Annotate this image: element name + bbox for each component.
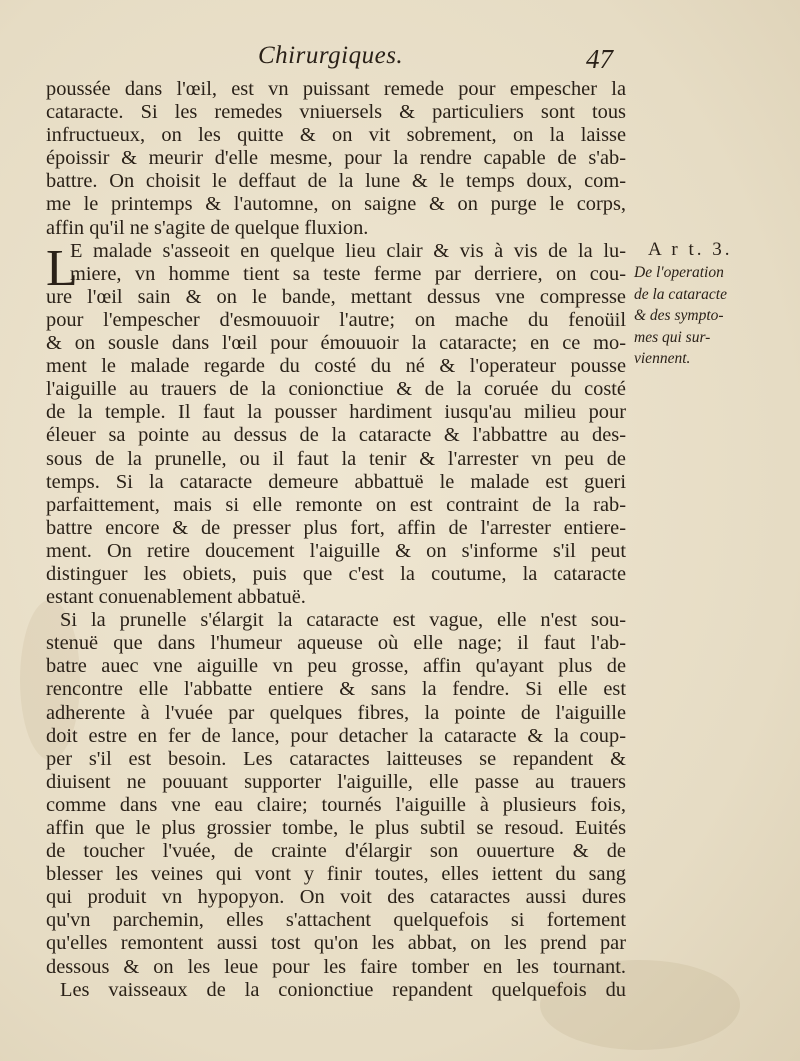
text-line: de toucher l'vuée, de crainte d'élargir son ouuerture & de [46,840,626,863]
text-line: Si la prunelle s'élargit la cataracte est vague, elle n'est sou- [60,609,626,632]
margin-note [634,238,794,370]
page-number: 47 [586,44,613,74]
text-line: ure l'œil sain & on le bande, mettant dessus vne compresse [46,285,626,308]
text-line: batre auec vne aiguille vn peu grosse, affin qu'ayant plus de [46,655,626,678]
text-line: ment. On retire doucement l'aiguille & on s'informe s'il peut [46,539,626,562]
text-line: affin que le plus grossier tombe, le plus subtil se resoud. Euités [46,817,626,839]
text-line: qu'vn parchemin, elles s'attachent quelquefois si fortement [46,909,626,932]
text-line: pour l'empescher d'esmouuoir l'autre; on mache du fenoüil [46,308,626,331]
text-line: de la temple. Il faut la pousser hardiment iusqu'au milieu pour [46,401,626,424]
margin-gloss-line: mes qui sur- [634,328,711,346]
text-line: qu'elles remontent aussi tost qu'on les abbat, on les prend par [46,932,626,955]
text-line: sous de la prunelle, ou il faut la tenir & l'arrester vn peu de [46,447,626,470]
text-line: temps. Si la cataracte demeure abbattuë le malade est gueri [46,470,626,493]
text-line: comme dans vne eau claire; tournés l'aiguille à plusieurs fois, [46,793,626,816]
text-line: affin qu'il ne s'agite de quelque fluxion. [46,216,369,239]
running-title: Chirurgiques. [258,42,404,69]
text-line: diuisent ne pouuant supporter l'aiguille, elle passe au trauers [46,770,626,793]
margin-gloss-line: de la cataracte [634,285,727,303]
text-line: stenuë que dans l'humeur aqueuse où elle nage; il faut l'ab- [46,632,626,655]
text-line: cataracte. Si les remedes vniuersels & particuliers sont tous [46,101,626,124]
text-line: poussée dans l'œil, est vn puissant remede pour empescher la [46,78,626,100]
text-line: estant conuenablement abbatuë. [46,586,306,609]
text-line: rencontre elle l'abbatte entiere & sans la fendre. Si elle est [46,678,626,701]
article-label: A r t. 3. [648,239,733,260]
text-line: per s'il est besoin. Les cataractes laitteuses se repandent & [46,747,626,770]
main-text [46,78,626,1002]
text-line: ment le malade regarde du costé du né & l'operateur pousse [46,355,626,378]
text-line: me le printemps & l'automne, on saigne & on purge le corps, [46,193,626,216]
text-line: adherente à l'vuée par quelques fibres, la pointe de l'aiguille [46,701,626,724]
margin-gloss-line: & des sympto- [634,307,724,324]
page-header [0,42,800,82]
drop-cap: L [46,240,78,297]
margin-gloss-line: viennent. [634,350,691,367]
text-line: éleuer sa pointe au dessus de la cataracte & l'abbattre au des- [46,424,626,447]
text-line: distinguer les obiets, puis que c'est la coutume, la cataracte [46,562,626,585]
text-line: battre. On choisit le deffaut de la lune & le temps doux, com- [46,170,626,193]
text-line: & on sousle dans l'œil pour émouuoir la cataracte; en ce mo- [46,332,626,355]
text-line: E malade s'asseoit en quelque lieu clair & vis à vis de la lu- [70,239,626,262]
text-line: battre encore & de presser plus fort, affin de l'arrester entiere- [46,516,626,539]
margin-gloss-line: De l'operation [634,264,724,281]
text-line: dessous & on les leue pour les faire tomber en les tournant. [46,955,626,978]
text-line: doit estre en fer de lance, pour detacher la cataracte & la coup- [46,724,626,747]
text-line: l'aiguille au trauers de la conionctiue & de la coruée du costé [46,378,626,401]
text-line: miere, vn homme tient sa teste ferme par derriere, on cou- [70,262,626,285]
text-line: infructueux, on les quitte & on vit sobrement, on la laisse [46,124,626,147]
text-line: Les vaisseaux de la conionctiue repandent quelquefois du [60,978,626,1001]
text-line: blesser les veines qui vont y finir toutes, elles iettent du sang [46,863,626,886]
text-line: époissir & meurir d'elle mesme, pour la rendre capable de s'ab- [46,147,626,170]
text-line: qui produit vn hypopyon. On voit des cataractes aussi dures [46,886,626,909]
text-line: parfaittement, mais si elle remonte on est contraint de la rab- [46,493,626,516]
